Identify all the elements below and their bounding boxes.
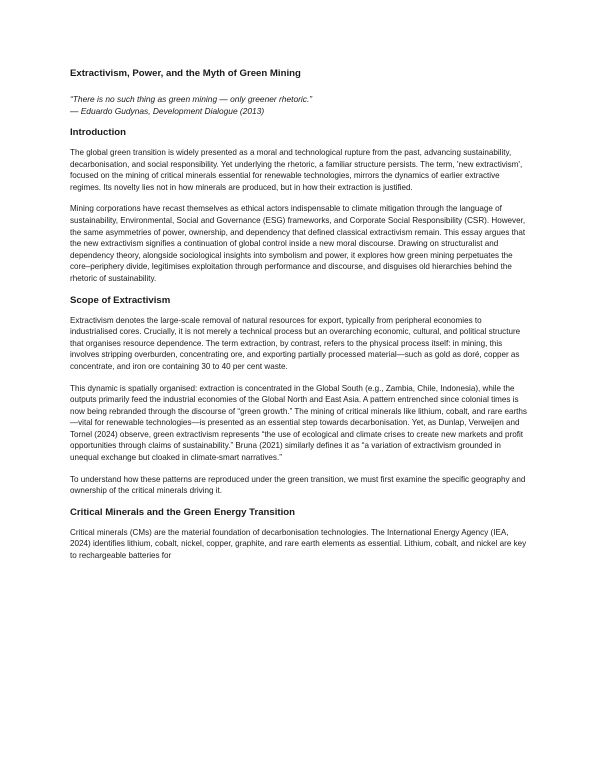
paragraph: To understand how these patterns are reproduced under the green transition, we must first examine the specific geography and ownership of the critical minerals driving it. [70, 474, 526, 496]
section-heading: Critical Minerals and the Green Energy Transition [70, 506, 295, 518]
paragraph: Mining corporations have recast themselves as ethical actors indispensable to climate mitigation through the language of sustainability, Environmental, Social and Governance (ESG) frameworks, and Corporate Social Responsibility (CSR). However, the same asymmetries of power, ownership, and dependency that defined classical extractivism remain. This essay argues that the new extractivism signifies a continuation of global control inside a new moral discourse. Drawing on structuralist and dependency theory, alongside sociological insights into symbolism and power, it explores how green mining perpetuates the core–periphery divide, legitimises exploitation through performance and discourse, and disguises old hierarchies behind the rhetoric of sustainability. [70, 204, 526, 283]
section-scope-of-extractivism [70, 295, 530, 497]
section-introduction [70, 127, 530, 285]
paragraph: The global green transition is widely presented as a moral and technological rupture from the past, advancing sustainability, decarbonisation, and social responsibility. Yet underlying the rhetoric, a familiar structure persists. The term, 'new extractivism', focused on the mining of critical minerals essential for renewable technologies, mirrors the dynamics of earlier extractive regimes. Its novelty lies not in how minerals are produced, but in how their extraction is justified. [70, 148, 523, 192]
paragraph: This dynamic is spatially organised: extraction is concentrated in the Global South (e.g., Zambia, Chile, Indonesia), while the outputs primarily feed the industrial economies of the Global North and East Asia. A pattern entrenched since colonial times is now being rebranded through the discourse of “green growth.” The mining of critical minerals like lithium, cobalt, and rare earths—vital for renewable technologies—is presented as an essential step towards decarbonisation. Yet, as Dunlap, Verweijen and Tornel (2024) observe, green extractivism represents “the use of ecological and climate crises to create new markets and profit opportunities through claims of sustainability.” Bruna (2021) similarly defines it as “a variation of extractivism grounded in unequal exchange but cloaked in climate-smart narratives.” [70, 383, 527, 463]
epigraph-quote: “There is no such thing as green mining — only greener rhetoric.” [70, 94, 313, 104]
epigraph-attribution: — Eduardo Gudynas, Development Dialogue (2013) [70, 106, 265, 116]
paragraph: Extractivism denotes the large-scale removal of natural resources for export, typically from peripheral economies to industrialised cores. Crucially, it is not merely a technical process but an overarching economic, cultural, and political structure that organises resource dependence. The term extraction, by contrast, refers to the physical process itself: in mining, this involves stripping overburden, concentrating ore, and exporting partially processed material—such as gold as doré, copper as concentrate, and iron ore containing 30 to 40 per cent waste. [70, 315, 521, 371]
epigraph [70, 93, 530, 117]
paragraph: Critical minerals (CMs) are the material foundation of decarbonisation technologies. The International Energy Agency (IEA, 2024) identifies lithium, cobalt, nickel, copper, graphite, and rare earth elements as essential. Lithium, cobalt, and nickel are key to rechargeable batteries for [70, 527, 527, 561]
section-heading: Scope of Extractivism [70, 294, 171, 306]
document-title: Extractivism, Power, and the Myth of Green Mining [70, 68, 301, 79]
section-critical-minerals [70, 507, 530, 562]
section-heading: Introduction [70, 127, 126, 138]
